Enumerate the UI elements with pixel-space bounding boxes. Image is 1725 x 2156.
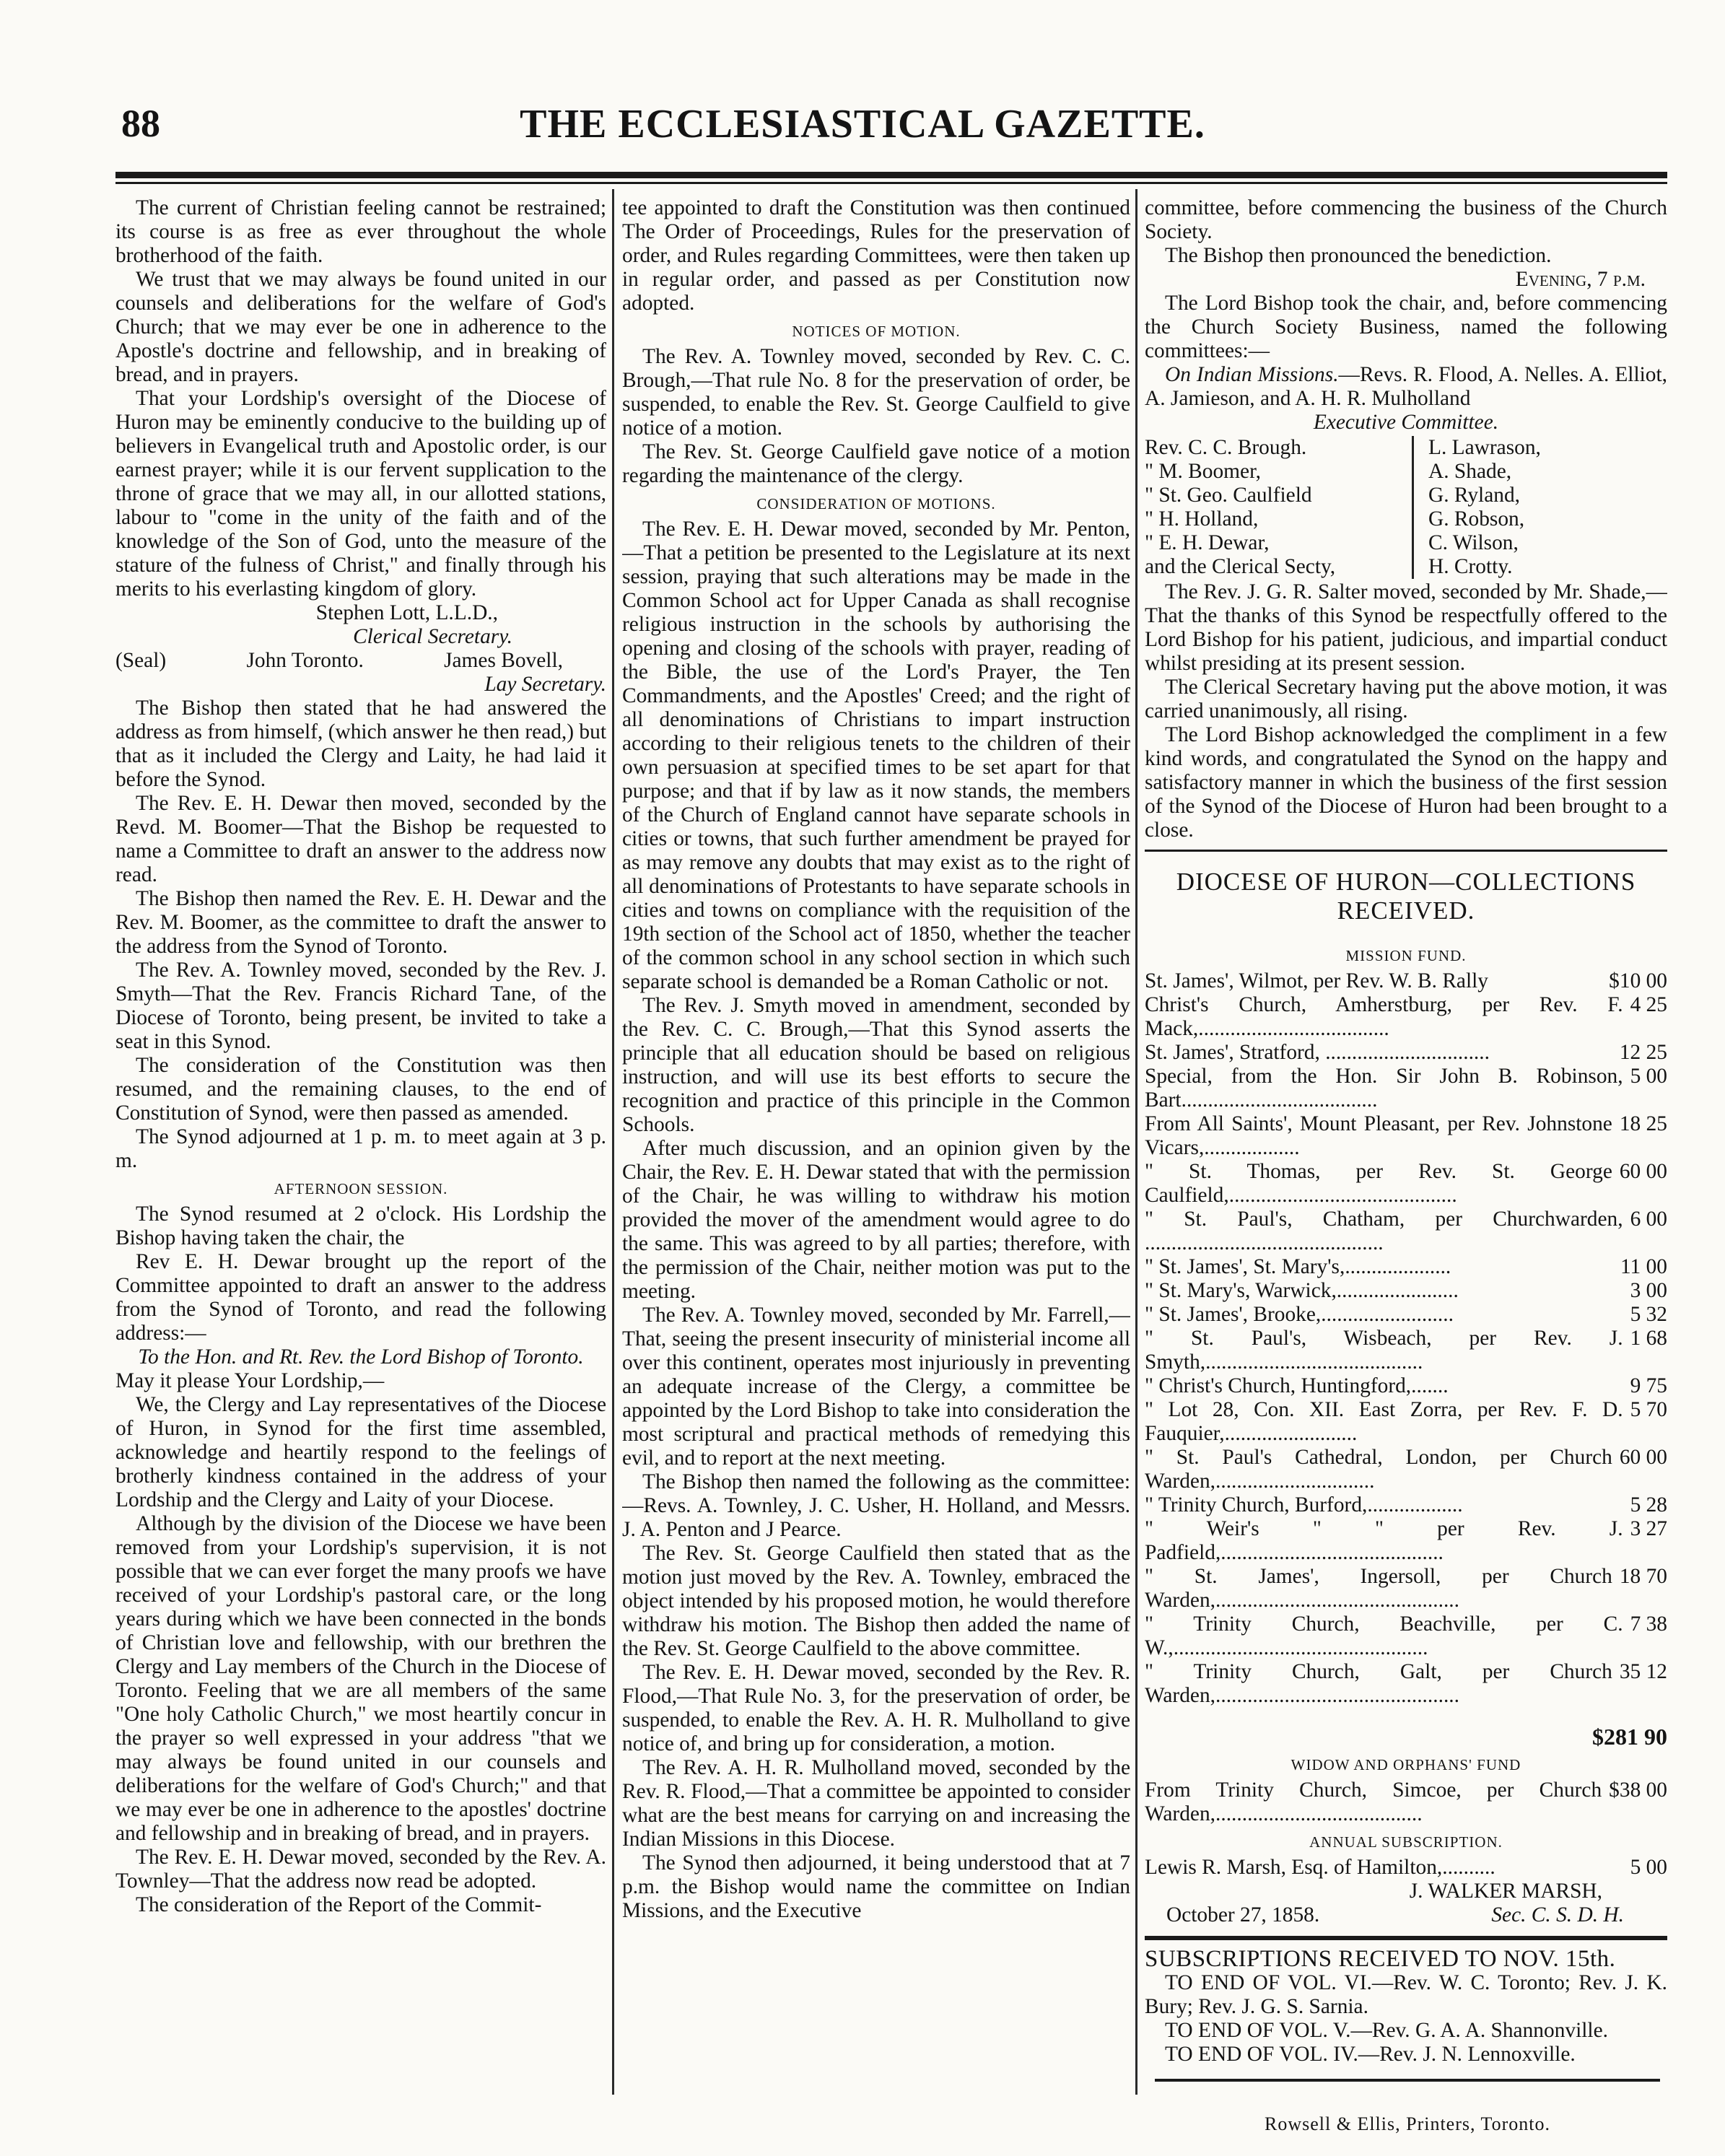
executive-committee-list [1145,436,1667,579]
committee-member: G. Ryland, [1428,484,1520,507]
executive-committee-heading: Executive Committee. [1313,411,1499,434]
committee-member: " St. Geo. Caulfield [1145,484,1312,507]
mission-fund-heading: MISSION FUND. [1345,947,1467,964]
widows-fund-heading: WIDOW AND ORPHANS' FUND [1291,1756,1521,1773]
entry-label: " Trinity Church, Galt, per Church Warden,.............................................. [1145,1660,1612,1707]
subscriptions-vol5: TO END OF VOL. V.—Rev. G. A. A. Shannonville. [1165,2019,1608,2042]
date: October 27, 1858. [1166,1903,1320,1926]
paragraph: The Clerical Secretary having put the above motion, it was carried unanimously, all rising. [1145,676,1667,723]
collection-entry [1145,1160,1667,1208]
signature-bovell: James Bovell, [444,649,563,672]
paragraph: After much discussion, and an opinion given by the Chair, the Rev. E. H. Dewar stated that with the permission of the Chair, he was willing to withdraw his motion provided the mover of the amendment would agree to do the same. This was agreed to by all parties; therefore, with the permission of the Chair, neither motion was put to the meeting. [622,1137,1130,1303]
paragraph: The Rev. J. Smyth moved in amendment, seconded by the Rev. C. C. Brough,—That this Synod asserts the principle that all education should be based on religious instruction, and will use its best efforts to secure the recognition and practice of this principle in the Common Schools. [622,994,1130,1136]
entry-label: " St. Thomas, per Rev. St. George Caulfield,........................................... [1145,1160,1612,1207]
column-left [115,196,606,2073]
column-divider-2 [1135,189,1137,2095]
indian-missions-label: On Indian Missions. [1165,363,1339,386]
entry-amount: $38 00 [1609,1779,1667,1802]
widows-entry [1145,1779,1667,1826]
entry-label: Christ's Church, Amherstburg, per Rev. F. Mack,.................................... [1145,993,1623,1040]
paragraph: We, the Clergy and Lay representatives of the Diocese of Huron, in Synod for the first time assembled, acknowledge and heartily respond to the feelings of brotherly kindness contained in the address of your Lordship and the Clergy and Laity of your Diocese. [115,1393,606,1511]
entry-amount: 60 00 [1619,1160,1667,1183]
collection-entry [1145,1374,1667,1398]
paragraph: The Rev. St. George Caulfield gave notice of a motion regarding the maintenance of the clergy. [622,440,1130,487]
subscriptions-vol6: TO END OF VOL. VI.—Rev. W. C. Toronto; Rev. J. K. Bury; Rev. J. G. S. Sarnia. [1145,1971,1667,2018]
entry-label: " Trinity Church, Burford,.................. [1145,1493,1463,1516]
subscriptions-vol4: TO END OF VOL. IV.—Rev. J. N. Lennoxville. [1165,2043,1576,2066]
entry-amount: 60 00 [1619,1446,1667,1469]
paragraph: The Rev. A. Townley moved, seconded by the Rev. J. Smyth—That the Rev. Francis Richard Tane, of the Diocese of Toronto, being present, be invited to take a seat in this Synod. [115,959,606,1053]
paragraph: The Rev. A. Townley moved, seconded by Rev. C. C. Brough,—That rule No. 8 for the preservation of order, be suspended, to enable the Rev. St. George Caulfield to give notice of a motion. [622,345,1130,440]
committee-member: and the Clerical Secty, [1145,555,1336,578]
entry-amount: $10 00 [1609,969,1667,992]
entry-amount: 18 70 [1619,1565,1667,1588]
entry-label: St. James', Wilmot, per Rev. W. B. Rally [1145,969,1488,992]
entry-label: " St. James', St. Mary's,.................... [1145,1255,1451,1278]
entry-amount: 1 68 [1630,1327,1667,1350]
paragraph: That your Lordship's oversight of the Diocese of Huron may be eminently conducive to the building up of believers in Evangelical truth and Apostolic order, is our earnest prayer; while it is our fervent supplication to the throne of grace that we may all, in our allotted stations, labour to "come in the unity of the faith and of the knowledge of the Son of God, unto the measure of the stature of the fulness of Christ," and finally through his merits to his everlasting kingdom of glory. [115,387,606,601]
committee-clergy [1145,436,1414,579]
paragraph: The Lord Bishop acknowledged the compliment in a few kind words, and congratulated the Synod on the happy and satisfactory manner in which the business of the first session of the Synod of the Diocese of Huron had been brought to a close. [1145,723,1667,842]
collection-entry [1145,1493,1667,1517]
section-rule-thick [1145,1936,1667,1940]
committee-member: Rev. C. C. Brough. [1145,436,1307,459]
collection-entry [1145,1112,1667,1160]
page-header [0,101,1725,159]
collections-total: $281 90 [1592,1724,1667,1750]
entry-amount: 5 70 [1630,1398,1667,1421]
section-heading-notices: NOTICES OF MOTION. [792,323,961,340]
entry-amount: 3 00 [1630,1279,1667,1302]
paragraph: The Rev. E. H. Dewar moved, seconded by the Rev. A. Townley—That the address now read be adopted. [115,1846,606,1893]
salutation: May it please Your Lordship,— [115,1369,385,1392]
collection-entry [1145,1446,1667,1493]
collection-entry [1145,1255,1667,1279]
section-rule [1145,850,1667,852]
entry-amount: 5 00 [1630,1856,1667,1879]
entry-label: " St. Mary's, Warwick,....................... [1145,1279,1459,1302]
signer-name: J. WALKER MARSH, [1409,1880,1602,1903]
committee-laity [1414,436,1541,579]
paragraph: The Rev. E. H. Dewar moved, seconded by Mr. Penton,—That a petition be presented to the Legislature at its next session, praying that such alterations may be made in the Common School act for Upper Canada as shall recognise religious instruction in the schools by authorising the opening and closing of the schools with prayer, reading of the Bible, the use of the Lord's Prayer, the Ten Commandments, and the Apostles' Creed; and the right of all denominations of Christians to impart instruction according to their religious tenets to the children of their own persuasion at specified times to be set apart for that purpose; and that if by law as it now stands, the members of the Church of England cannot have separate schools in cities or towns, that such further amendment be prayed for as may remove any doubts that may exist as to the right of all denominations of Protestants to have separate schools in cities and towns on compliance with the requisition of the 19th section of the School act of 1850, whether the teacher of the common school in any school section in which such separate school is demanded be a Roman Catholic or not. [622,518,1130,993]
collection-entry [1145,969,1667,993]
paragraph: The Synod resumed at 2 o'clock. His Lordship the Bishop having taken the chair, the [115,1203,606,1249]
committee-member: A. Shade, [1428,460,1512,483]
header-rule-thin [115,182,1667,184]
page-title: THE ECCLESIASTICAL GAZETTE. [520,102,1205,147]
collections-heading: DIOCESE OF HURON—COLLECTIONS RECEIVED. [1176,868,1636,925]
entry-label: " St. Paul's, Wisbeach, per Rev. J. Smyth,......................................... [1145,1327,1623,1374]
entry-label: " Trinity Church, Beachville, per C. W.,................................................ [1145,1612,1623,1659]
date-row [1145,1903,1667,1927]
header-rule-thick [115,172,1667,178]
collection-entry [1145,1517,1667,1565]
entry-amount: 6 00 [1630,1208,1667,1231]
collection-entry [1145,1565,1667,1612]
committee-member: L. Lawrason, [1428,436,1541,459]
column-middle [622,196,1130,2073]
paragraph: The Rev. E. H. Dewar moved, seconded by the Rev. R. Flood,—That Rule No. 3, for the preservation of order, be suspended, to enable the Rev. A. H. R. Mulholland to give notice of, and bring up for consideration, a motion. [622,1661,1130,1755]
seal-label: (Seal) [115,649,167,672]
collection-entry [1145,1398,1667,1446]
collection-entry [1145,1065,1667,1112]
entry-label: " Christ's Church, Huntingford,....... [1145,1374,1449,1397]
entry-label: " St. Paul's Cathedral, London, per Church Warden,.............................. [1145,1446,1612,1493]
paragraph: The current of Christian feeling cannot be restrained; its course is as free as ever throughout the whole brotherhood of the faith. [115,196,606,267]
entry-label: " Lot 28, Con. XII. East Zorra, per Rev. F. D. Fauquier,......................... [1145,1398,1623,1445]
footer-rule [1155,2079,1660,2082]
paragraph: The Bishop then named the following as the committee:—Revs. A. Townley, J. C. Usher, H. Holland, and Messrs. J. A. Penton and J Pearce. [622,1470,1130,1541]
committee-member: C. Wilson, [1428,531,1519,554]
address-heading: To the Hon. and Rt. Rev. the Lord Bishop of Toronto. [138,1345,584,1369]
paragraph: Rev E. H. Dewar brought up the report of the Committee appointed to draft an answer to the address from the Synod of Toronto, and read the following address:— [115,1250,606,1345]
indian-missions-line [1145,363,1667,411]
entry-amount: 35 12 [1619,1660,1667,1683]
signature-lott-role: Clerical Secretary. [353,625,512,648]
paragraph: Although by the division of the Diocese we have been removed from your Lordship's supervision, it is not possible that we can ever forget the many proofs we have received of your Lordship's pastoral care, or the long years during which we have been connected in the bonds of Christian love and fellowship, with our brethren the Clergy and Lay members of the Church in the Diocese of Toronto. Feeling that we are all members of the same "One holy Catholic Church," we most heartily concur in the prayer so well expressed in your address "that we may always be found united in our counsels and deliberations for the welfare of God's Church;" and that we may ever be one in adherence to the apostles' doctrine and fellowship and in breaking of bread, and in prayers. [115,1512,606,1845]
committee-member: G. Robson, [1428,507,1525,531]
paragraph: The Lord Bishop took the chair, and, before commencing the Church Society Business, named the following committees:— [1145,292,1667,362]
committee-member: H. Crotty. [1428,555,1513,578]
entry-amount: 4 25 [1630,993,1667,1016]
paragraph: The Rev. E. H. Dewar then moved, seconded by the Revd. M. Boomer—That the Bishop be requested to name a Committee to draft an answer to the address now read. [115,792,606,886]
entry-amount: 18 25 [1619,1112,1667,1135]
paragraph: The consideration of the Report of the Commit- [136,1893,542,1916]
paragraph: The Bishop then named the Rev. E. H. Dewar and the Rev. M. Boomer, as the committee to draft the answer to the address from the Synod of Toronto. [115,887,606,958]
annual-subscription-heading: ANNUAL SUBSCRIPTION. [1309,1833,1503,1851]
paragraph: The Bishop then stated that he had answered the address as from himself, (which answer he then read,) but that as it included the Clergy and Laity, he had laid it before the Synod. [115,697,606,791]
section-heading-afternoon: AFTERNOON SESSION. [274,1180,448,1197]
paragraph: The Rev. J. G. R. Salter moved, seconded by Mr. Shade,—That the thanks of this Synod be respectfully offered to the Lord Bishop for his patient, judicious, and impartial conduct whilst presiding at its present session. [1145,580,1667,675]
collections-list [1145,969,1667,1708]
subscriptions-heading: SUBSCRIPTIONS RECEIVED TO NOV. 15th. [1145,1946,1616,1972]
collection-entry [1145,1041,1667,1065]
entry-label: From All Saints', Mount Pleasant, per Rev. Johnstone Vicars,.................. [1145,1112,1612,1159]
section-heading-consideration: CONSIDERATION OF MOTIONS. [756,495,996,512]
collection-entry [1145,1660,1667,1708]
signer-role: Sec. C. S. D. H. [1491,1903,1624,1926]
column-divider-1 [612,189,614,2095]
signature-row [115,649,606,673]
evening-heading: Evening, 7 p.m. [1515,268,1646,291]
signature-toronto: John Toronto. [246,649,364,672]
entry-amount: 7 38 [1630,1612,1667,1636]
paragraph: tee appointed to draft the Constitution was then continued The Order of Proceedings, Rules for the preservation of order, and Rules regarding Committees, were then taken up in regular order, and passed as per Constitution now adopted. [622,196,1130,315]
entry-label: " St. James', Brooke,......................... [1145,1303,1454,1326]
collection-entry [1145,1208,1667,1255]
entry-label: Lewis R. Marsh, Esq. of Hamilton,.......... [1145,1856,1495,1879]
paragraph: committee, before commencing the business of the Church Society. [1145,196,1667,243]
column-right [1145,196,1667,2080]
entry-amount: 11 00 [1620,1255,1667,1278]
page-number: 88 [121,102,160,145]
signature-lott: Stephen Lott, L.L.D., [315,601,498,624]
entry-amount: 5 00 [1630,1065,1667,1088]
entry-label: " Weir's " " per Rev. J. Padfield,.......................................... [1145,1517,1623,1564]
entry-amount: 12 25 [1619,1041,1667,1064]
paragraph: The consideration of the Constitution was then resumed, and the remaining clauses, to the end of Constitution of Synod, were then passed as amended. [115,1054,606,1125]
entry-label: St. James', Stratford, ............................... [1145,1041,1490,1064]
paragraph: We trust that we may always be found united in our counsels and deliberations for the welfare of God's Church; that we may ever be one in adherence to the Apostle's doctrine and fellowship, and in breaking of bread, and in prayers. [115,268,606,386]
entry-label: " St. James', Ingersoll, per Church Warden,.............................................. [1145,1565,1612,1612]
paragraph: The Rev. A. Townley moved, seconded by Mr. Farrell,—That, seeing the present insecurity of ministerial income all over this continent, operates most injuriously in preventing an adequate increase of the Clergy, a committee be appointed by the Lord Bishop to take into consideration the most scriptural and practical methods of remedying this evil, and to report at the next meeting. [622,1304,1130,1470]
paragraph: The Rev. A. H. R. Mulholland moved, seconded by the Rev. R. Flood,—That a committee be appointed to consider what are the best means for carrying on and increasing the Indian Missions in this Diocese. [622,1756,1130,1851]
entry-label: From Trinity Church, Simcoe, per Church Warden,....................................... [1145,1779,1602,1825]
entry-label: " St. Paul's, Chatham, per Churchwarden, ............................................. [1145,1208,1623,1254]
printer-imprint: Rowsell & Ellis, Printers, Toronto. [1265,2113,1550,2134]
entry-amount: 9 75 [1630,1374,1667,1397]
collection-entry [1145,1327,1667,1374]
committee-member: " E. H. Dewar, [1145,531,1270,554]
entry-amount: 5 32 [1630,1303,1667,1326]
paragraph: The Bishop then pronounced the benediction. [1165,244,1552,267]
entry-amount: 3 27 [1630,1517,1667,1540]
collection-entry [1145,1612,1667,1660]
committee-member: " H. Holland, [1145,507,1259,531]
collection-entry [1145,1279,1667,1303]
paragraph: The Rev. St. George Caulfield then stated that as the motion just moved by the Rev. A. Townley, embraced the object intended by his proposed motion, he would therefore withdraw his motion. The Bishop then added the name of the Rev. St. George Caulfield to the above committee. [622,1542,1130,1660]
paragraph: The Synod then adjourned, it being understood that at 7 p.m. the Bishop would name the committee on Indian Missions, and the Executive [622,1851,1130,1922]
collection-entry [1145,993,1667,1041]
collection-entry [1145,1303,1667,1327]
annual-entry [1145,1856,1667,1880]
paragraph: The Synod adjourned at 1 p. m. to meet again at 3 p. m. [115,1125,606,1172]
signature-bovell-role: Lay Secretary. [484,673,606,696]
indian-missions-names: —Revs. R. Flood, A. Nelles. A. Elliot, A. Jamieson, and A. H. R. Mulholland [1145,363,1667,410]
committee-member: " M. Boomer, [1145,460,1262,483]
entry-label: Special, from the Hon. Sir John B. Robinson, Bart..................................... [1145,1065,1623,1112]
entry-amount: 5 28 [1630,1493,1667,1516]
